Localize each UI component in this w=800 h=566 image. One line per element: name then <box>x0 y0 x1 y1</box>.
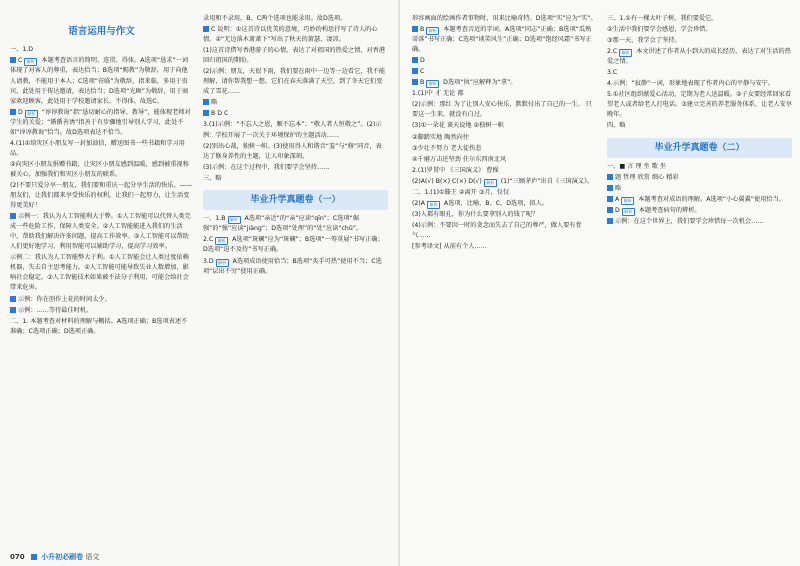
square-bullet-icon <box>607 218 613 224</box>
answer-paragraph: 录用和不录用，B、C两个选项也能录用。故D选项。 <box>203 15 347 22</box>
answer-list-col1 <box>10 45 193 336</box>
square-bullet-icon <box>412 57 418 63</box>
answer-paragraph: 示例：你在创作上花的时间太少。 <box>10 295 193 305</box>
answer-paragraph: 1.(1)中 才 无论 都 <box>412 90 464 98</box>
square-bullet-icon <box>203 26 209 32</box>
answer-paragraph: ③那一天，我学会了坚持。 <box>607 37 681 45</box>
answer-paragraph: 4.示例：“寂静”一词，形象地表现了作者内心的平静与安宁。 <box>607 80 775 88</box>
square-bullet-icon <box>203 110 209 116</box>
answer-paragraph: (3)人都有眼孔，你为什么要拿别人的钱了呢？ <box>412 210 539 218</box>
analysis-tag-icon: 解析 <box>622 208 635 216</box>
right-page <box>400 0 800 566</box>
square-bullet-icon <box>607 174 613 180</box>
answer-paragraph: 5.①社区组织献爱心活动，定期为老人送温暖。②子女要经常回家看望老人或者给老人打电话。③建立完善的养老服务体系，让老人安享晚年。 <box>607 91 792 119</box>
analysis-tag-icon: 解析 <box>621 197 634 205</box>
answer-paragraph: B D C <box>203 109 388 119</box>
analysis-tag-icon: 解析 <box>426 80 439 88</box>
answer-paragraph: (2)示例：那红 为了让别人安心快乐，默默付出了自己的一生。 只要这一生来，就没有白过。 <box>412 101 592 119</box>
answer-paragraph: C <box>412 67 597 77</box>
answer-paragraph: (2)A 解析 A选项，比喻，B、C、D选项，拟人。 <box>412 199 549 207</box>
analysis-tag-icon: 解析 <box>484 179 497 187</box>
square-bullet-icon <box>412 26 418 32</box>
page-number: 070 <box>10 553 25 561</box>
answer-paragraph: B 解析 D选项“执”应解释为“拿”。 <box>412 78 597 88</box>
answer-paragraph: 三、1.①有一棵大叶子树，我们要爱它。 <box>607 15 718 22</box>
square-bullet-icon <box>607 196 613 202</box>
answer-paragraph: 2.(1)罗贯中 《三国演义》 曹操 <box>412 166 499 174</box>
answer-paragraph: [参考译文] 从前有个人…… <box>412 242 487 250</box>
answer-paragraph: 2.C 解析 本文讲述了作者从小到大的成长经历，表达了对生活的热爱之情。 <box>607 48 791 66</box>
answer-paragraph: 3.C <box>607 69 618 77</box>
footer-brand: 小升初必刷卷 <box>41 553 84 561</box>
answer-paragraph: 略 <box>607 184 792 194</box>
answer-paragraph: ④千磨万击还坚劲 任尔东西南北风 <box>412 155 507 163</box>
answer-paragraph: 3.(1)示例：“不忘人之恩，顺不忘本”；“敬人者人恒敬之”。(2)示例：学校开展了一次关于环境保护的主题活动…… <box>203 121 382 139</box>
answer-paragraph: 2.C 解析 A选项“斑斓”应为“斑斓”；B选项“一筹莫展”书写正确；D选项“迫不及待”书写正确。 <box>203 236 384 254</box>
answer-list-col4 <box>607 14 792 132</box>
section-title: 语言运用与作文 <box>68 26 135 37</box>
square-bullet-icon <box>203 99 209 105</box>
square-bullet-icon <box>10 57 16 63</box>
analysis-tag-icon: 解析 <box>216 259 229 267</box>
left-column-2 <box>203 14 388 552</box>
answer-paragraph: 一、1.B 解析 A选项“亲近”的“亲”应读“qīn”；C选项“倔强”的“强”应读“jiàng”；D选项“处理”的“处”应读“chǔ”。 <box>203 215 363 233</box>
answer-paragraph: 二、1. 本题考查对材料的理解与概括。A选项正确；B选项表述不准确；C选项正确；D选项正确。 <box>10 317 188 335</box>
answer-paragraph: 示例一：我认为人工智能利大于弊。①人工智能可以代替人类完成一些危险工作，保障人类安全。②人工智能能进入我们的生活中，帮助我们解决许多问题，提高工作效率。③人工智能可以帮助人们更好地学习，利用智能可以辅助学习，提高学习效率。 <box>10 213 191 251</box>
square-bullet-icon <box>10 296 16 302</box>
left-column-1 <box>10 14 193 552</box>
analysis-tag-icon: 解析 <box>25 110 38 118</box>
answer-paragraph: ③少壮不努力 老大徒伤悲 <box>412 144 482 152</box>
answer-paragraph: (1)这首诗借写香港游子的心情，表达了对祖国的热爱之情，对香港回归祖国的期盼。 <box>203 47 386 65</box>
answer-paragraph: 四、略 <box>607 122 626 130</box>
answer-paragraph: 3.D 解析 A选项成语使用恰当；B选项“炙手可热”使用不当；C选项“层出不穷”使用正确。 <box>203 257 382 275</box>
answer-paragraph: (4)示例：不要因一时的贪念而失去了自己的尊严，做人要有骨气…… <box>412 221 582 239</box>
answer-paragraph: (3)①一朵花 谈天说地 ②独树一帜 <box>412 122 504 130</box>
square-bullet-icon <box>10 307 16 313</box>
answer-paragraph: 一、■ 言 理 坐 歌 坐 <box>607 163 666 171</box>
analysis-tag-icon: 解析 <box>24 58 37 66</box>
answer-list-col3 <box>412 14 597 252</box>
answer-paragraph: D 解析 本题考查病句的辨析。 <box>607 206 792 216</box>
answer-paragraph: A 解析 本题考查对成语的理解。A选项“小心翼翼”使用恰当。 <box>607 195 792 205</box>
square-bullet-icon <box>412 79 418 85</box>
answer-paragraph: 三、略 <box>203 174 222 182</box>
answer-paragraph: C 解析 本题考查语言的简明、连贯、得体。A选项“恳求”一词体现了对客人的尊重，表达恰当；B选项“赐教”为敬辞，用于向他人请教，不能用于本人；C选项“莅临”为敬辞，指来临，多用于贵宾，此处用于传达邀请，表达恰当；D选项“光顾”为敬辞，用于商家欢迎顾客，此处用于学校邀请家长，不得体。故选C。 <box>10 57 189 105</box>
answer-paragraph: B 解析 本题考查音近的字词。A选项“同志”正确；B选项“瓜熟蒂落”书写正确；C选项“谈笑风生”正确；D选项“饱经风霜”书写正确。 <box>412 26 592 54</box>
square-bullet-icon <box>607 185 613 191</box>
analysis-tag-icon: 解析 <box>619 49 632 57</box>
exam-banner-1: 毕业升学真题卷（一） <box>203 190 388 211</box>
answer-paragraph: ②向灾区小朋友捐赠书籍，让灾区小朋友感到温暖，感到被重视和被关心，加强我们和灾区小朋友的联系。 <box>10 160 189 178</box>
answer-paragraph: (2)A(√) B(×) C(×) D(√) 解析 (1)“三顾茅庐”出自《三国演义》。 <box>412 177 594 185</box>
answer-paragraph: (2)示例：朋友，天很下雨，我们要在雨中一边等一边看它，我不能理解，请你帮我想一想。它们在春天落满了天空，到了冬天它们变成了雪花…… <box>203 68 386 96</box>
answer-paragraph: D 解析 “谆谆教诲”指“恳切耐心的指导、教导”，能体现老师对学生的关爱；“循循善诱”指善于有步骤地引导别人学习，此处不如“谆谆教诲”恰当。故D选项表达不恰当。 <box>10 108 191 136</box>
square-bullet-icon <box>10 213 16 219</box>
footer-subject: 语文 <box>85 553 100 561</box>
right-column-1 <box>412 14 597 552</box>
square-bullet-icon <box>31 554 37 560</box>
answer-paragraph: C 说明：①这首诗以优美的意境、巧妙的构思抒写了诗人的心情。②“无边落木萧萧下”写出了秋天的萧瑟、凄凉。 <box>203 26 378 44</box>
answer-paragraph: (3)示例：在这个过程中，我们要学会坚持…… <box>203 163 330 171</box>
answer-paragraph: 示例：在这个世界上，我们要学会珍惜每一次机会…… <box>607 217 792 227</box>
square-bullet-icon <box>607 207 613 213</box>
answer-paragraph: (2)别出心裁，独树一帜。(3)使用得人和谐音“羞”与“修”同音，表达了修身养性的主题，让人印象深刻。 <box>203 142 382 160</box>
analysis-tag-icon: 解析 <box>426 27 439 35</box>
answer-paragraph: 示例二：我认为人工智能弊大于利。①人工智能会让人类过度依赖机器，失去自主思考能力。②人工智能可能导致失业人数增加，影响社会稳定。③人工智能技术如果被不法分子利用，可能会给社会带来危害。 <box>10 254 189 292</box>
answer-paragraph: 4.(1)①给灾区小朋友写一封加油信，赠送图书一些书籍和学习用品。 <box>10 139 185 157</box>
exam-banner-2: 毕业升学真题卷（二） <box>607 138 792 159</box>
answer-paragraph: 二、1.(1)①滕王 ②离开 ③月，仅仅 <box>412 188 510 196</box>
answer-list-col4b <box>607 162 792 227</box>
answer-paragraph: 略 <box>203 98 388 108</box>
answer-paragraph: ②脚踏实地 陶然向往 <box>412 133 470 141</box>
answer-list-col2 <box>203 14 388 184</box>
analysis-tag-icon: 解析 <box>427 201 440 209</box>
answer-paragraph: 一、1.D <box>10 46 34 54</box>
square-bullet-icon <box>10 109 16 115</box>
answer-paragraph: 示例：……等待最佳时机。 <box>10 306 193 316</box>
answer-paragraph: ②生活中我们要学会感恩，学会珍惜。 <box>607 26 712 34</box>
answer-paragraph: 形容画面的绘画作者事物时，用来比喻奇特。D选项“实”应为“实”。 <box>412 15 597 22</box>
right-column-2 <box>607 14 792 552</box>
analysis-tag-icon: 解析 <box>228 216 241 224</box>
answer-paragraph: 题 哲理 欣赏 细心 精彩 <box>607 173 792 183</box>
answer-paragraph: (2)不要只爱分享一朋友，我们要和重庆一起分享生活的快乐。——朋友们，让我们都来享受快乐的权利，让我们一起努力，让生活变得更美好！ <box>10 181 193 210</box>
analysis-tag-icon: 解析 <box>215 237 228 245</box>
square-bullet-icon <box>412 68 418 74</box>
page-footer <box>10 552 99 562</box>
answer-paragraph: D <box>412 56 597 66</box>
answer-list-col2b <box>203 214 388 276</box>
